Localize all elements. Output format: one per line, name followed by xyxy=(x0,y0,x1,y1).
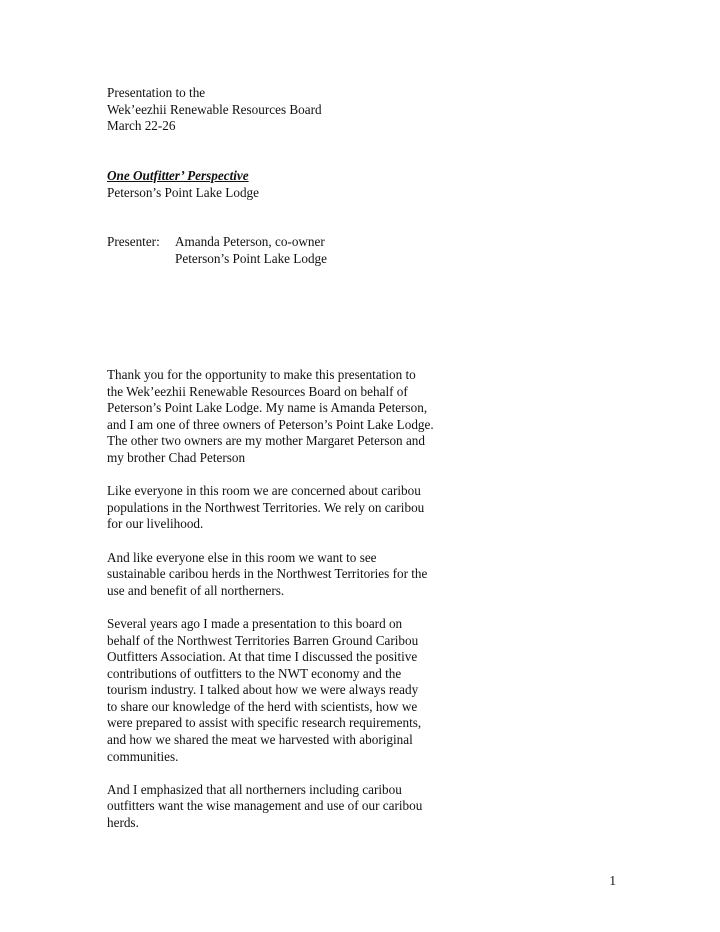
paragraph-line: And like everyone else in this room we want to see xyxy=(107,549,377,565)
document-header xyxy=(107,85,497,135)
paragraph-5 xyxy=(107,782,497,832)
paragraph-line: and how we shared the meat we harvested with aboriginal xyxy=(107,732,413,748)
paragraph-line: Thank you for the opportunity to make this presentation to xyxy=(107,367,416,382)
presenter-block xyxy=(107,234,497,267)
paragraph-line: contributions of outfitters to the NWT economy and the xyxy=(107,665,402,681)
paragraph-line: sustainable caribou herds in the Northwest Territories for the xyxy=(107,566,428,582)
body-text xyxy=(107,367,497,848)
header-line-2: Wek’eezhii Renewable Resources Board xyxy=(107,101,322,117)
paragraph-line: The other two owners are my mother Margaret Peterson and xyxy=(107,433,425,449)
paragraph-line: Several years ago I made a presentation to this board on xyxy=(107,615,403,631)
paragraph-line: And I emphasized that all northerners including caribou xyxy=(107,781,402,797)
paragraph-line: Like everyone in this room we are concerned about caribou xyxy=(107,483,421,499)
presenter-label: Presenter: xyxy=(107,234,160,249)
paragraph-2 xyxy=(107,483,497,533)
paragraph-3 xyxy=(107,550,497,600)
paragraph-4 xyxy=(107,616,497,765)
paragraph-line: behalf of the Northwest Territories Barren Ground Caribou xyxy=(107,632,419,648)
paragraph-line: Peterson’s Point Lake Lodge. My name is Amanda Peterson, xyxy=(107,400,428,416)
paragraph-line: Outfitters Association. At that time I discussed the positive xyxy=(107,649,418,665)
presenter-name: Amanda Peterson, co-owner xyxy=(175,234,325,249)
paragraph-line: for our livelihood. xyxy=(107,516,204,532)
paragraph-line: communities. xyxy=(107,748,179,764)
paragraph-line: to share our knowledge of the herd with scientists, how we xyxy=(107,698,418,714)
paragraph-1 xyxy=(107,367,497,467)
paragraph-line: and I am one of three owners of Peterson’s Point Lake Lodge. xyxy=(107,416,434,432)
document-title: One Outfitter’ Perspective xyxy=(107,168,249,183)
paragraph-line: the Wek’eezhii Renewable Resources Board on behalf of xyxy=(107,383,408,399)
title-block xyxy=(107,168,497,201)
presenter-organization: Peterson’s Point Lake Lodge xyxy=(175,250,327,266)
paragraph-line: tourism industry. I talked about how we were always ready xyxy=(107,682,419,698)
paragraph-line: populations in the Northwest Territories. We rely on caribou xyxy=(107,499,425,515)
paragraph-line: outfitters want the wise management and use of our caribou xyxy=(107,798,423,814)
paragraph-line: my brother Chad Peterson xyxy=(107,449,246,465)
header-line-1: Presentation to the xyxy=(107,85,206,100)
presenter-row-1 xyxy=(107,234,497,251)
document-subtitle: Peterson’s Point Lake Lodge xyxy=(107,184,259,200)
header-line-3: March 22-26 xyxy=(107,118,176,134)
paragraph-line: use and benefit of all northerners. xyxy=(107,582,285,598)
presenter-row-2 xyxy=(107,251,497,268)
page-number: 1 xyxy=(609,873,616,888)
paragraph-line: herds. xyxy=(107,815,139,831)
paragraph-line: were prepared to assist with specific research requirements, xyxy=(107,715,422,731)
